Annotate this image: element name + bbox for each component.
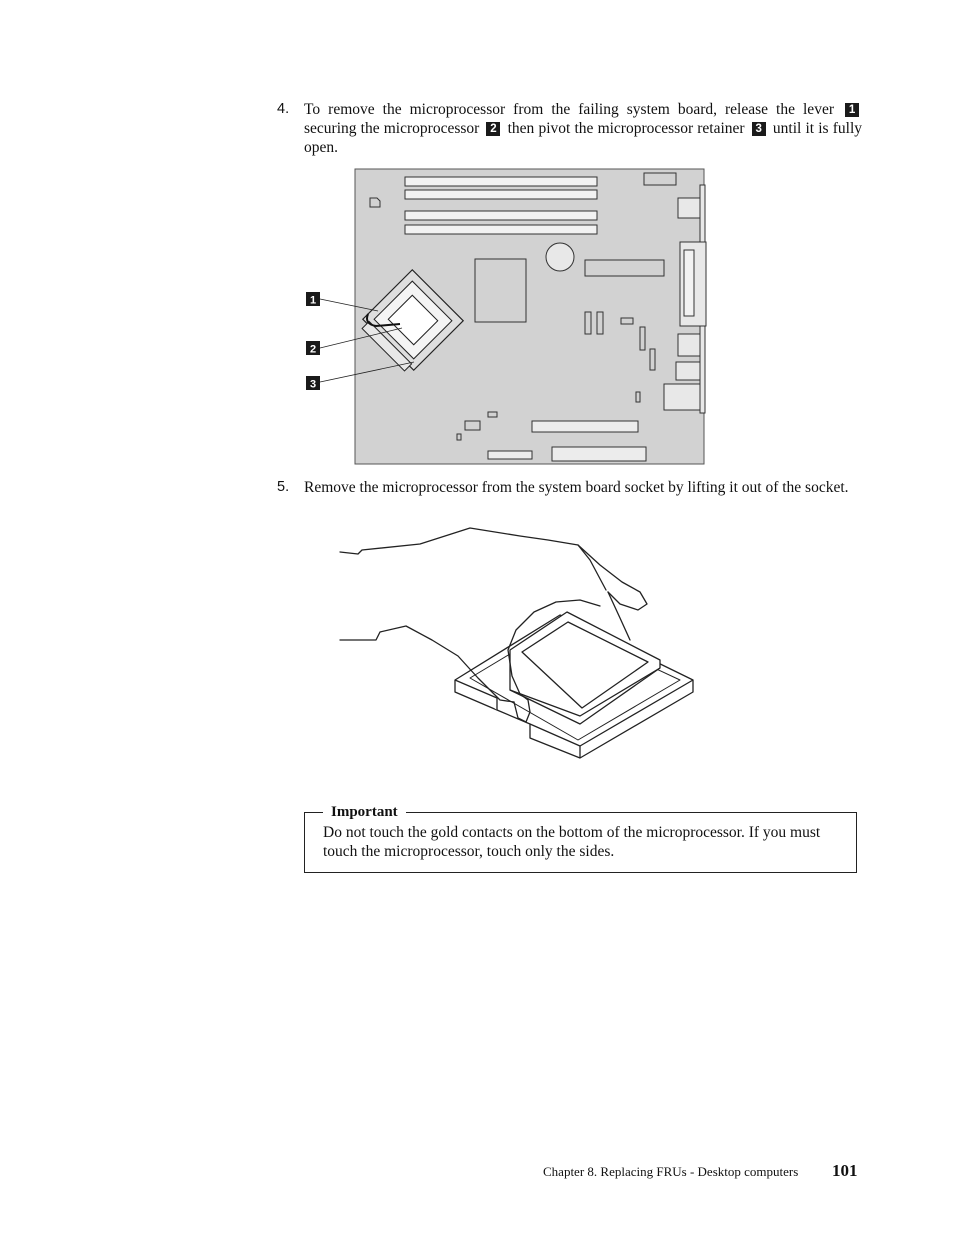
footer-chapter-title: Chapter 8. Replacing FRUs - Desktop computers (543, 1164, 799, 1179)
lift-microprocessor-figure (330, 520, 700, 765)
step-number: 5. (277, 479, 290, 495)
callout-1: 1 (845, 103, 859, 117)
svg-text:3: 3 (309, 378, 317, 391)
callout-3: 3 (752, 122, 766, 136)
step-text: To remove the microprocessor from the failing system board, release the lever 1 securing the microprocessor 2 then pivot the microprocessor retainer 3 until it is fully open. (304, 101, 863, 156)
system-board-figure (300, 165, 720, 470)
svg-text:1: 1 (309, 294, 317, 307)
figure-callout-2 (306, 341, 320, 356)
step-4 (277, 100, 862, 157)
page-number: 101 (832, 1161, 858, 1180)
step-5 (277, 478, 862, 497)
svg-text:2: 2 (309, 343, 317, 356)
important-text: Do not touch the gold contacts on the bottom of the microprocessor. If you must touch the microprocessor, touch only the sides. (323, 824, 821, 860)
step-text: Remove the microprocessor from the system board socket by lifting it out of the socket. (304, 479, 849, 496)
callout-2: 2 (486, 122, 500, 136)
important-notice (304, 804, 857, 873)
important-title: Important (323, 803, 406, 821)
step-number: 4. (277, 101, 290, 117)
figure-callout-1 (306, 292, 320, 307)
figure-callout-3 (306, 376, 320, 391)
